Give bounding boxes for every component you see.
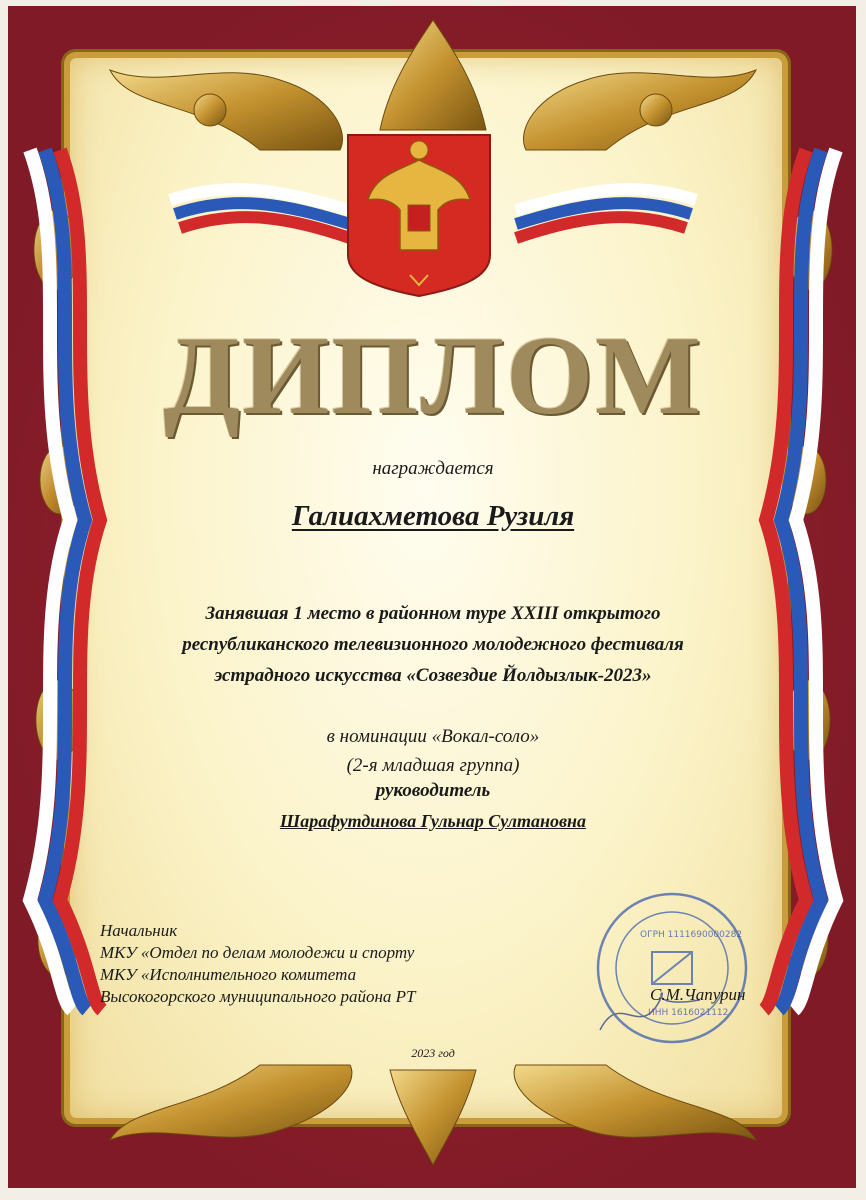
stamp-inn: ИНН 1616021112 <box>648 1008 729 1018</box>
diploma-title: ДИПЛОМ <box>163 314 703 438</box>
group-text: (2-я младшая группа) <box>346 755 520 776</box>
recipient-name-text: Галиахметова Рузиля <box>291 500 575 532</box>
description-line: Занявшая 1 место в районном туре XXIII открытого <box>205 603 661 624</box>
signatory-line: МКУ «Отдел по делам молодежи и спорту <box>100 943 415 962</box>
leader-label: руководитель <box>375 780 491 801</box>
nomination-block <box>0 722 866 780</box>
leader-name-text: Шарафутдинова Гульнар Султановна <box>279 811 587 831</box>
bottom-ornament-icon <box>110 1065 756 1165</box>
leader-name <box>0 811 866 832</box>
award-description <box>0 598 866 691</box>
signatory-line: Высокогорского муниципального района РТ <box>100 987 416 1006</box>
signatory-name: С.М.Чапурин <box>650 985 746 1004</box>
year-text: 2023 год <box>411 1046 455 1060</box>
official-stamp-icon <box>598 894 746 1042</box>
top-ornament-icon <box>110 20 756 150</box>
nomination-text: в номинации «Вокал-соло» <box>326 726 540 747</box>
signatory-line: МКУ «Исполнительного комитета <box>100 965 357 984</box>
awarded-text: награждается <box>372 458 494 479</box>
stamp-ogrn: ОГРН 1111690000282 <box>640 930 743 940</box>
coat-of-arms-icon <box>348 135 490 296</box>
description-line: эстрадного искусства «Созвездие Йолдызлык-2023» <box>214 665 652 686</box>
signatory-block <box>100 920 416 1008</box>
description-line: республиканского телевизионного молодежного фестиваля <box>182 634 684 655</box>
recipient-name <box>0 500 866 533</box>
signatory-line: Начальник <box>100 921 178 940</box>
